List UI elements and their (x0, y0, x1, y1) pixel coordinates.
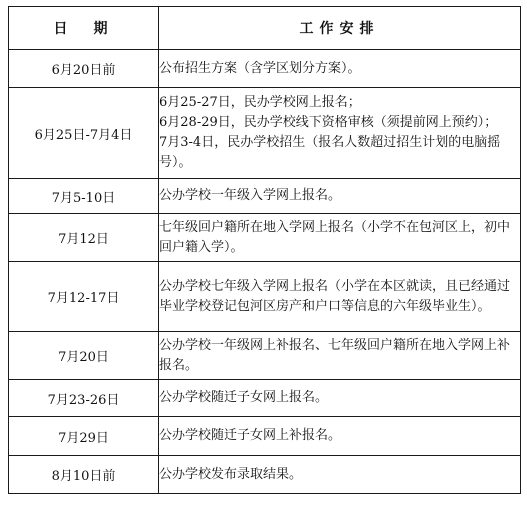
row-date: 6月25日-7月4日 (9, 88, 159, 179)
row-date: 7月23-26日 (9, 380, 159, 417)
task-column-header: 工作安排 (159, 7, 521, 50)
table-header-row (9, 7, 521, 50)
table-row (9, 332, 521, 380)
table-row (9, 380, 521, 417)
task-line: 公办学校一年级入学网上报名。 (159, 188, 342, 203)
row-date: 7月29日 (9, 417, 159, 456)
task-line: 6月28-29日，民办学校线下资格审核（须提前网上预约）； (159, 115, 498, 130)
task-line: 公办学校一年级网上补报名、七年级回户籍所在地入学网上补报名。 (159, 337, 511, 373)
row-task (159, 214, 521, 262)
table-row (9, 50, 521, 88)
row-date: 7月12日 (9, 214, 159, 262)
table-row (9, 88, 521, 179)
row-task (159, 456, 521, 494)
date-column-header: 日 期 (9, 7, 159, 50)
task-line: 7月3-4日，民办学校招生（报名人数超过招生计划的电脑摇号）。 (159, 135, 501, 170)
row-task (159, 262, 521, 332)
row-date: 7月12-17日 (9, 262, 159, 332)
task-line: 七年级回户籍所在地入学网上报名（小学不在包河区上，初中回户籍入学）。 (159, 219, 511, 255)
row-task (159, 417, 521, 456)
row-date: 7月20日 (9, 332, 159, 380)
row-task (159, 50, 521, 88)
table-row (9, 179, 521, 214)
table-row (9, 417, 521, 456)
row-date: 7月5-10日 (9, 179, 159, 214)
row-task (159, 380, 521, 417)
row-task (159, 332, 521, 380)
row-date: 8月10日前 (9, 456, 159, 494)
table-row (9, 214, 521, 262)
task-line: 公办学校随迁子女网上报名。 (159, 390, 329, 405)
task-line: 公办学校七年级入学网上报名（小学在本区就读，且已经通过毕业学校登记包河区房产和户口等信息的六年级毕业生）。 (159, 278, 511, 314)
task-line: 公办学校发布录取结果。 (159, 466, 303, 482)
table-row (9, 456, 521, 494)
table-row (9, 262, 521, 332)
row-task (159, 88, 521, 179)
enrollment-schedule-table (8, 6, 521, 494)
task-line: 公布招生方案（含学区划分方案）。 (159, 60, 361, 76)
task-line: 6月25-27日，民办学校网上报名； (159, 95, 361, 110)
task-line: 公办学校随迁子女网上补报名。 (159, 428, 342, 443)
row-task (159, 179, 521, 214)
row-date: 6月20日前 (9, 50, 159, 88)
